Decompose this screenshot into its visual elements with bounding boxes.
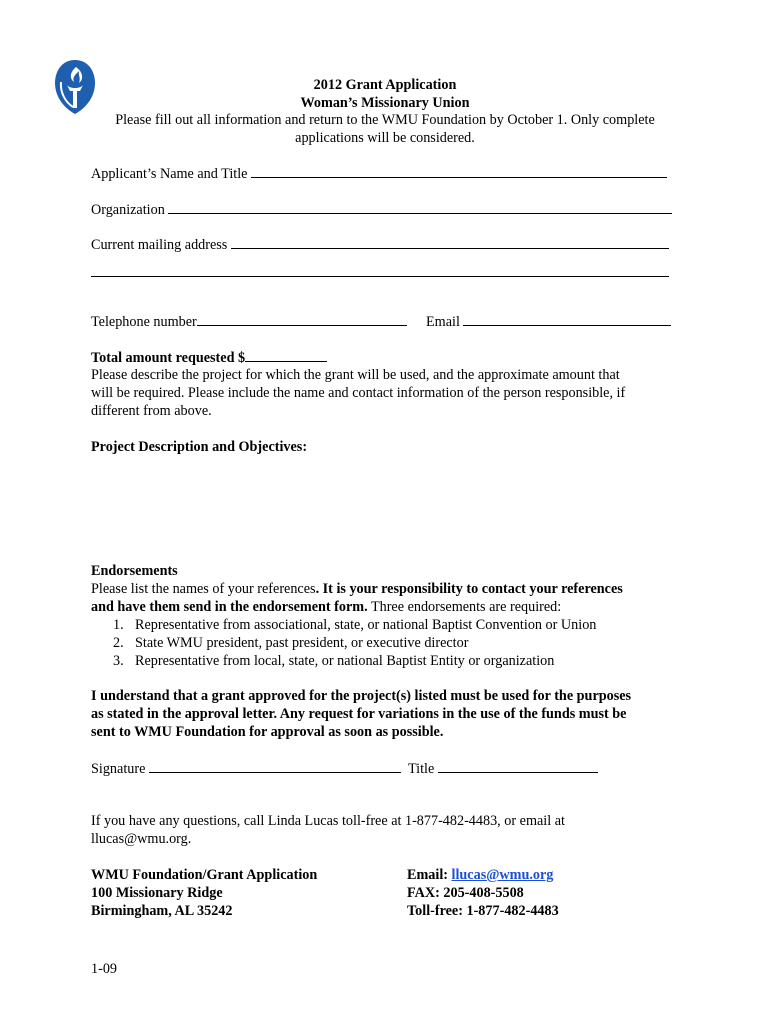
contact-email-link[interactable]: llucas@wmu.org — [451, 867, 554, 883]
applicant-name-field[interactable] — [91, 164, 667, 183]
form-title: 2012 Grant Application — [313, 77, 457, 93]
endorsements-intro — [91, 580, 623, 598]
endorsements-requirement-normal: Three endorsements are required: — [367, 599, 562, 615]
agreement-line-3: sent to WMU Foundation for approval as soon as possible. — [91, 724, 444, 740]
telephone-label: Telephone number — [91, 314, 197, 330]
applicant-name-label: Applicant’s Name and Title — [91, 166, 248, 182]
applicant-name-blank[interactable] — [251, 164, 667, 178]
agreement-line-2: as stated in the approval letter. Any request for variations in the use of the funds must be — [91, 706, 627, 722]
form-instructions — [0, 111, 770, 147]
form-version-code: 1-09 — [91, 961, 118, 977]
organization-blank[interactable] — [168, 200, 672, 214]
endorsements-intro-normal: Please list the names of your references — [91, 581, 316, 597]
list-item — [113, 634, 596, 652]
list-item-number: 2. — [113, 635, 124, 651]
telephone-field[interactable] — [91, 312, 407, 331]
list-item-number: 1. — [113, 617, 124, 633]
mailing-address-blank[interactable] — [231, 235, 669, 249]
endorsement-list — [91, 616, 596, 670]
endorsements-intro-bold: . It is your responsibility to contact your references — [315, 581, 623, 597]
amount-requested-blank[interactable] — [245, 348, 327, 362]
address-line-3: Birmingham, AL 35242 — [91, 903, 233, 919]
mailing-address-blank-line-2[interactable] — [91, 276, 669, 277]
organization-label: Organization — [91, 202, 165, 218]
signature-label: Signature — [91, 761, 146, 777]
mailing-address-label: Current mailing address — [91, 237, 228, 253]
organization-title: Woman’s Missionary Union — [300, 95, 470, 111]
email-label: Email — [426, 314, 460, 330]
questions-line-2: llucas@wmu.org. — [91, 831, 192, 847]
title-field[interactable] — [408, 759, 598, 778]
endorsements-requirement-bold: and have them send in the endorsement form. — [91, 599, 368, 615]
contact-tollfree: Toll-free: 1-877-482-4483 — [407, 903, 559, 919]
questions-line-1: If you have any questions, call Linda Lucas toll-free at 1-877-482-4483, or email at — [91, 813, 565, 829]
project-instructions-1: Please describe the project for which the grant will be used, and the approximate amount that — [91, 367, 620, 383]
signature-blank[interactable] — [149, 759, 401, 773]
list-item-text: Representative from local, state, or national Baptist Entity or organization — [135, 653, 555, 669]
organization-field[interactable] — [91, 200, 672, 219]
instructions-line-2: applications will be considered. — [295, 130, 475, 146]
contact-email-label: Email: — [407, 867, 452, 883]
amount-requested-label: Total amount requested $ — [91, 350, 246, 366]
amount-requested-field[interactable] — [91, 348, 327, 367]
endorsements-heading: Endorsements — [91, 563, 178, 579]
list-item-text: State WMU president, past president, or executive director — [135, 635, 469, 651]
project-instructions-3: different from above. — [91, 403, 212, 419]
instructions-line-1: Please fill out all information and return to the WMU Foundation by October 1. Only complete — [115, 112, 655, 128]
project-description-heading: Project Description and Objectives: — [91, 439, 308, 455]
email-field[interactable] — [426, 312, 671, 331]
email-blank[interactable] — [463, 312, 671, 326]
agreement-line-1: I understand that a grant approved for the project(s) listed must be used for the purposes — [91, 688, 632, 704]
list-item-text: Representative from associational, state, or national Baptist Convention or Union — [135, 617, 597, 633]
address-line-1: WMU Foundation/Grant Application — [91, 867, 318, 883]
contact-email — [407, 866, 553, 884]
list-item-number: 3. — [113, 653, 124, 669]
endorsements-requirement — [91, 598, 561, 616]
project-instructions-2: will be required. Please include the name and contact information of the person responsible, if — [91, 385, 626, 401]
list-item — [113, 616, 597, 634]
list-item — [113, 652, 596, 670]
telephone-blank[interactable] — [197, 312, 407, 326]
signature-field[interactable] — [91, 759, 401, 778]
contact-fax: FAX: 205-408-5508 — [407, 885, 524, 901]
title-label: Title — [408, 761, 435, 777]
mailing-address-field[interactable] — [91, 235, 669, 254]
title-blank[interactable] — [438, 759, 598, 773]
address-line-2: 100 Missionary Ridge — [91, 885, 223, 901]
